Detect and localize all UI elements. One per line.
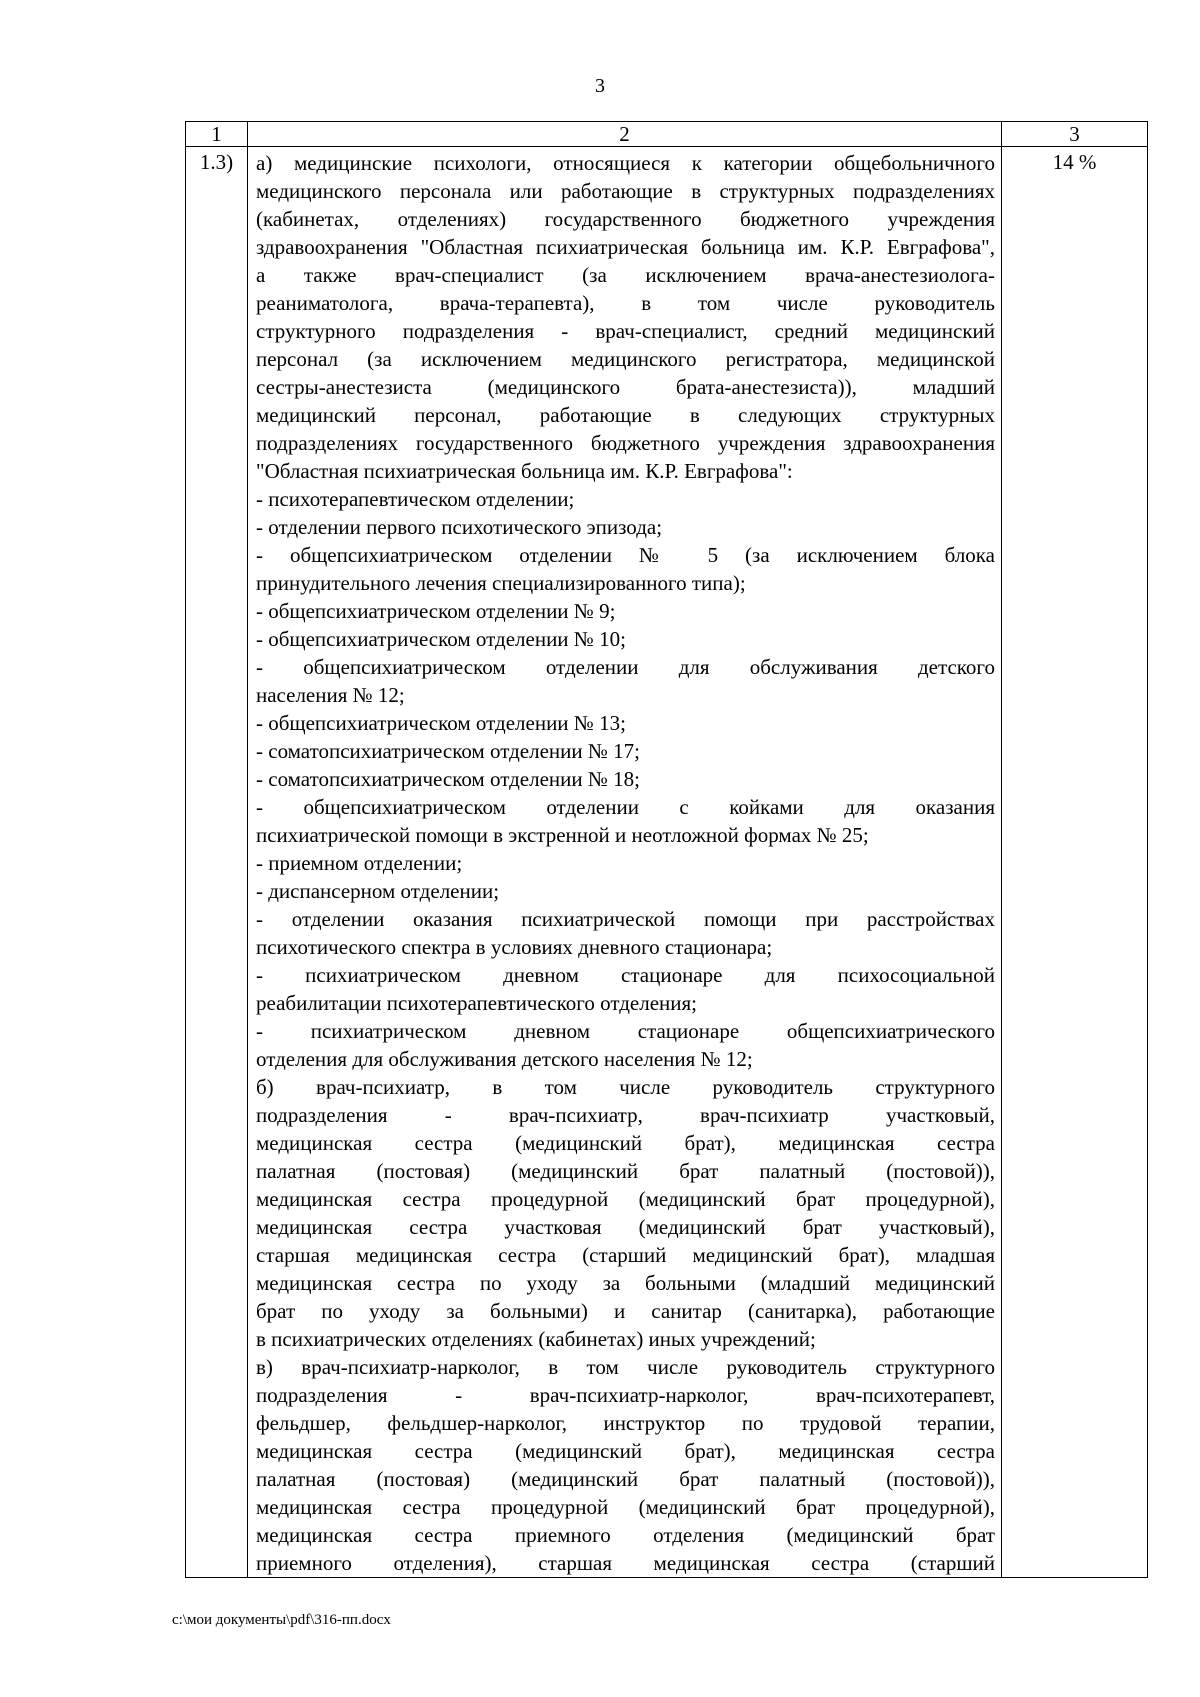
text-line: - психиатрическом дневном стационаре общепсихиатрического [256,1019,995,1043]
table-header-row [186,122,1148,147]
text-line: подразделениях государственного бюджетного учреждения здравоохранения [256,431,995,455]
table-row [186,147,1148,1578]
text-line: а также врач-специалист (за исключением врача-анестезиолога- [256,263,995,287]
text-line: старшая медицинская сестра (старший медицинский брат), младшая [256,1243,995,1267]
row-text-cell [248,147,1002,1578]
document-table [185,121,1148,1578]
column-header-3: 3 [1002,122,1148,147]
text-line: медицинская сестра процедурной (медицинский брат процедурной), [256,1495,995,1519]
text-line: медицинская сестра участковая (медицинский брат участковый), [256,1215,995,1239]
text-line: "Областная психиатрическая больница им. К.Р. Евграфова": [256,459,793,483]
text-line: (кабинетах, отделениях) государственного бюджетного учреждения [256,207,995,231]
text-line: принудительного лечения специализированного типа); [256,571,746,595]
text-line: фельдшер, фельдшер-нарколог, инструктор по трудовой терапии, [256,1411,995,1435]
text-line: - психиатрическом дневном стационаре для психосоциальной [256,963,995,987]
column-header-1: 1 [186,122,248,147]
text-line: палатная (постовая) (медицинский брат палатный (постовой)), [256,1467,995,1491]
text-line: психотического спектра в условиях дневного стационара; [256,935,773,959]
text-line: - общепсихиатрическом отделении для обслуживания детского [256,655,995,679]
text-line: - отделении первого психотического эпизода; [256,515,663,539]
text-line: брат по уходу за больными) и санитар (санитарка), работающие [256,1299,995,1323]
footer-file-path: c:\мои документы\pdf\316-пп.docx [172,1612,391,1628]
text-line: - приемном отделении; [256,851,463,875]
text-line: - отделении оказания психиатрической помощи при расстройствах [256,907,995,931]
text-line: психиатрической помощи в экстренной и неотложной формах № 25; [256,823,869,847]
text-line: - общепсихиатрическом отделении с койками для оказания [256,795,995,819]
text-line: медицинская сестра (медицинский брат), медицинская сестра [256,1131,995,1155]
text-line: персонал (за исключением медицинского регистратора, медицинской [256,347,995,371]
text-line: - общепсихиатрическом отделении № 5 (за исключением блока [256,543,995,567]
text-line: приемного отделения), старшая медицинская сестра (старший [256,1551,995,1575]
text-line: - соматопсихиатрическом отделении № 17; [256,739,640,763]
text-line: б) врач-психиатр, в том числе руководитель структурного [256,1075,995,1099]
text-line: в) врач-психиатр-нарколог, в том числе руководитель структурного [256,1355,995,1379]
text-line: - психотерапевтическом отделении; [256,487,575,511]
text-line: структурного подразделения - врач-специалист, средний медицинский [256,319,995,343]
text-line: медицинская сестра (медицинский брат), медицинская сестра [256,1439,995,1463]
text-line: - соматопсихиатрическом отделении № 18; [256,767,640,791]
text-line: - диспансерном отделении; [256,879,500,903]
text-line: сестры-анестезиста (медицинского брата-анестезиста)), младший [256,375,995,399]
row-value-cell: 14 % [1002,147,1148,1578]
text-line: отделения для обслуживания детского населения № 12; [256,1047,753,1071]
text-line: подразделения - врач-психиатр-нарколог, врач-психотерапевт, [256,1383,995,1407]
text-line: - общепсихиатрическом отделении № 13; [256,711,626,735]
text-line: медицинская сестра по уходу за больными (младший медицинский [256,1271,995,1295]
text-line: реабилитации психотерапевтического отделения; [256,991,697,1015]
text-line: медицинского персонала или работающие в структурных подразделениях [256,179,995,203]
text-line: подразделения - врач-психиатр, врач-психиатр участковый, [256,1103,995,1127]
text-line: медицинская сестра процедурной (медицинский брат процедурной), [256,1187,995,1211]
text-line: в психиатрических отделениях (кабинетах) иных учреждений; [256,1327,816,1351]
text-line: - общепсихиатрическом отделении № 9; [256,599,616,623]
text-line: - общепсихиатрическом отделении № 10; [256,627,626,651]
row-number-cell: 1.3) [186,147,248,1578]
text-line: медицинская сестра приемного отделения (медицинский брат [256,1523,995,1547]
text-line: реаниматолога, врача-терапевта), в том числе руководитель [256,291,995,315]
text-line: медицинский персонал, работающие в следующих структурных [256,403,995,427]
text-line: населения № 12; [256,683,405,707]
text-line: палатная (постовая) (медицинский брат палатный (постовой)), [256,1159,995,1183]
column-header-2: 2 [248,122,1002,147]
page-number: 3 [595,75,605,97]
text-line: здравоохранения "Областная психиатрическая больница им. К.Р. Евграфова", [256,235,995,259]
text-line: а) медицинские психологи, относящиеся к категории общебольничного [256,151,995,175]
